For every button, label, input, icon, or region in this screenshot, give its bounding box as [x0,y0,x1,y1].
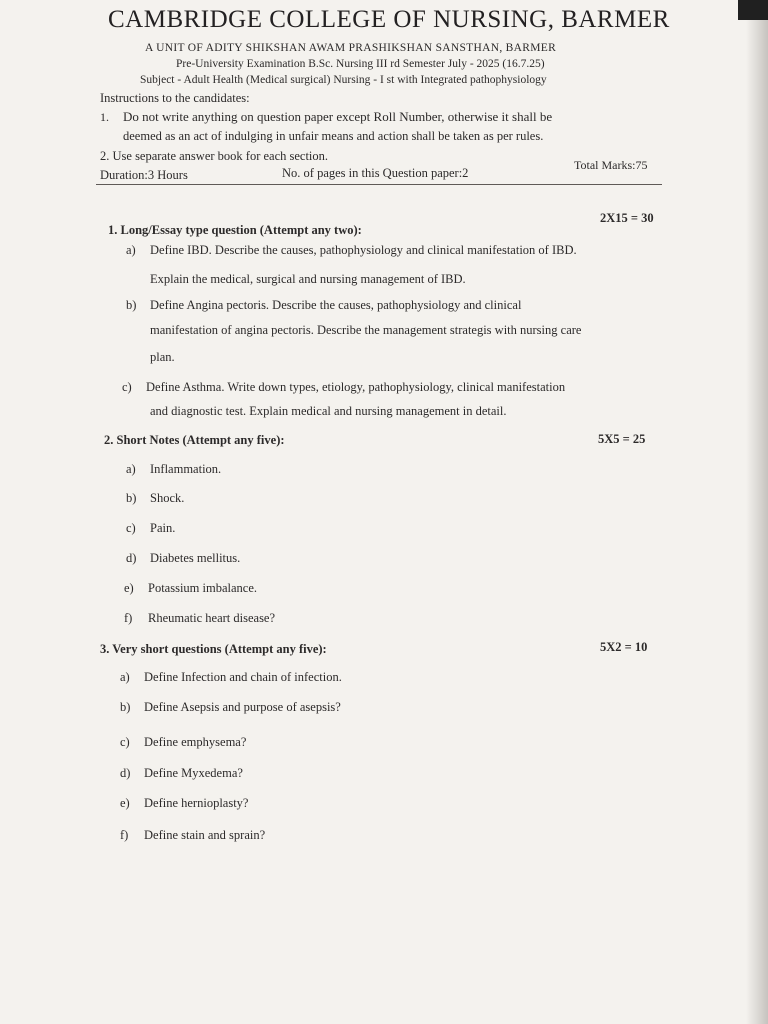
section-3-marks: 5X2 = 10 [600,640,648,654]
item-label: b) [120,700,131,714]
item-label: d) [120,766,131,780]
item-text: Define Myxedema? [144,766,243,780]
duration: Duration:3 Hours [100,168,188,182]
section-1-title: 1. Long/Essay type question (Attempt any two): [108,223,362,237]
total-marks: Total Marks:75 [574,158,648,172]
item-label: f) [120,828,129,842]
question-1c-label: c) [122,380,132,394]
item-label: e) [124,581,134,595]
item-label: a) [120,670,130,684]
subject-line: Subject - Adult Health (Medical surgical) Nursing - I st with Integrated pathophysiology [140,74,547,86]
section-3-title: 3. Very short questions (Attempt any five): [100,642,327,656]
item-label: a) [126,462,136,476]
institution-unit: A UNIT OF ADITY SHIKSHAN AWAM PRASHIKSHAN SANSTHAN, BARMER [145,42,557,54]
question-1b-label: b) [126,298,137,312]
short-note-item [124,581,257,596]
item-label: d) [126,551,137,565]
college-title: CAMBRIDGE COLLEGE OF NURSING, BARMER [108,6,670,33]
very-short-item [120,700,341,715]
item-label: b) [126,491,137,505]
instruction-1-number: 1. [100,110,109,124]
short-note-item [126,491,184,506]
question-1a-text-1: Define IBD. Describe the causes, pathophysiology and clinical manifestation of IBD. [150,243,577,257]
item-label: c) [126,521,136,535]
very-short-item [120,670,342,685]
item-text: Rheumatic heart disease? [148,611,276,625]
section-2-title: 2. Short Notes (Attempt any five): [104,433,285,447]
item-text: Define Asepsis and purpose of asepsis? [144,700,341,714]
question-1c-line-2: and diagnostic test. Explain medical and nursing management in detail. [150,404,507,418]
page-count: No. of pages in this Question paper:2 [282,166,469,180]
page-edge-shadow [746,0,768,1024]
section-1-marks: 2X15 = 30 [600,211,654,225]
item-text: Diabetes mellitus. [150,551,241,565]
item-label: e) [120,796,130,810]
background-corner [738,0,768,20]
short-note-item [126,521,175,536]
question-1c-text-1: Define Asthma. Write down types, etiology, pathophysiology, clinical manifestation [146,380,566,394]
very-short-item [120,735,246,750]
item-text: Shock. [150,491,185,505]
instruction-1-line-1: Do not write anything on question paper except Roll Number, otherwise it shall be [123,109,553,124]
item-text: Define Infection and chain of infection. [144,670,342,684]
question-1b-line-2: manifestation of angina pectoris. Describe the management strategis with nursing care [150,323,582,337]
header-divider [96,184,662,185]
very-short-item [120,828,265,843]
question-1a-label: a) [126,243,136,257]
very-short-item [120,796,248,811]
short-note-item [126,462,221,477]
item-text: Define hernioplasty? [144,796,249,810]
item-text: Define stain and sprain? [144,828,266,842]
exam-title: Pre-University Examination B.Sc. Nursing III rd Semester July - 2025 (16.7.25) [176,58,545,70]
item-text: Pain. [150,521,176,535]
item-text: Inflammation. [150,462,222,476]
item-text: Potassium imbalance. [148,581,258,595]
instructions-heading: Instructions to the candidates: [100,91,250,105]
section-2-marks: 5X5 = 25 [598,432,646,446]
question-1c-line-1 [122,380,565,395]
short-note-item [126,551,240,566]
instruction-1-line-2: deemed as an act of indulging in unfair means and action shall be taken as per rules. [123,129,544,143]
question-1b-text-1: Define Angina pectoris. Describe the causes, pathophysiology and clinical [150,298,522,312]
item-text: Define emphysema? [144,735,247,749]
question-1b-line-1 [126,298,521,313]
item-label: c) [120,735,130,749]
instruction-2: 2. Use separate answer book for each section. [100,149,329,163]
very-short-item [120,766,243,781]
question-1b-line-3: plan. [150,350,175,364]
short-note-item [124,611,275,626]
question-1a-line-2: Explain the medical, surgical and nursing management of IBD. [150,272,466,286]
question-1a-line-1 [126,243,577,258]
item-label: f) [124,611,133,625]
